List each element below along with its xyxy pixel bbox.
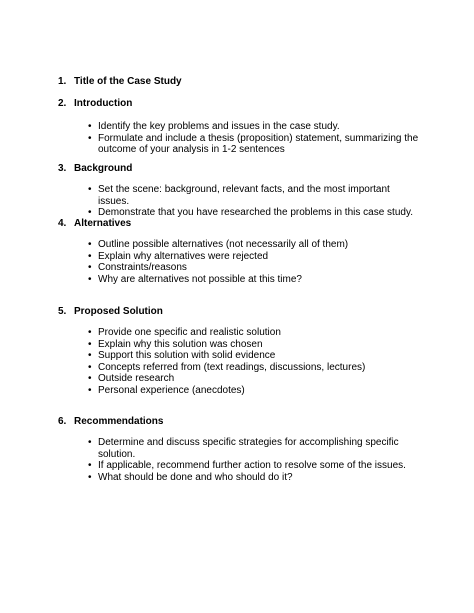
list-item-text: Determine and discuss specific strategies for accomplishing specific solution. xyxy=(98,437,399,460)
list-item-text: Set the scene: background, relevant facts, and the most important issues. xyxy=(98,184,390,207)
bullet-icon: • xyxy=(88,239,92,250)
list-item-text: If applicable, recommend further action to resolve some of the issues. xyxy=(98,460,406,471)
list-item xyxy=(88,373,420,385)
bullet-icon: • xyxy=(88,184,92,195)
list-item xyxy=(88,385,420,397)
section-title: Background xyxy=(74,163,133,174)
list-item-text: Identify the key problems and issues in the case study. xyxy=(98,121,340,132)
alternatives-list xyxy=(88,239,420,285)
background-list xyxy=(88,184,420,219)
section-number: 3. xyxy=(58,163,67,174)
section-heading-title xyxy=(58,76,182,88)
recommendations-list xyxy=(88,437,420,483)
list-item xyxy=(88,262,420,274)
bullet-icon: • xyxy=(88,273,92,285)
list-item-text: Explain why alternatives were rejected xyxy=(98,250,269,262)
list-item xyxy=(88,437,420,460)
section-number: 4. xyxy=(58,218,67,229)
bullet-icon: • xyxy=(88,471,92,483)
list-item xyxy=(88,460,420,472)
bullet-icon: • xyxy=(88,350,92,361)
bullet-icon: • xyxy=(88,327,92,338)
section-heading-proposed-solution xyxy=(58,306,163,318)
list-item xyxy=(88,274,420,286)
list-item xyxy=(88,327,420,339)
bullet-icon: • xyxy=(88,361,92,373)
list-item xyxy=(88,121,420,133)
section-number: 5. xyxy=(58,306,67,317)
list-item-text: Provide one specific and realistic solution xyxy=(98,327,281,338)
section-heading-background xyxy=(58,163,132,175)
list-item-text: Formulate and include a thesis (proposition) statement, summarizing the outcome of your analysis in 1-2 sentences xyxy=(98,132,419,155)
section-number: 6. xyxy=(58,416,67,427)
list-item xyxy=(88,251,420,263)
list-item-text: Outline possible alternatives (not necessarily all of them) xyxy=(98,239,349,250)
list-item-text: Outside research xyxy=(98,373,175,384)
list-item-text: Constraints/reasons xyxy=(98,262,187,273)
bullet-icon: • xyxy=(88,460,92,471)
list-item xyxy=(88,350,420,362)
section-heading-alternatives xyxy=(58,218,131,230)
section-number: 2. xyxy=(58,98,67,109)
list-item-text: Support this solution with solid evidence xyxy=(98,350,276,361)
list-item xyxy=(88,472,420,484)
bullet-icon: • xyxy=(88,338,92,350)
bullet-icon: • xyxy=(88,384,92,396)
list-item-text: Demonstrate that you have researched the problems in this case study. xyxy=(98,207,413,218)
section-title: Proposed Solution xyxy=(74,306,163,317)
list-item xyxy=(88,239,420,251)
bullet-icon: • xyxy=(88,373,92,384)
bullet-icon: • xyxy=(88,207,92,218)
bullet-icon: • xyxy=(88,262,92,273)
list-item xyxy=(88,207,420,219)
bullet-icon: • xyxy=(88,121,92,132)
list-item xyxy=(88,362,420,374)
bullet-icon: • xyxy=(88,132,92,144)
list-item-text: Concepts referred from (text readings, discussions, lectures) xyxy=(98,361,366,373)
section-heading-recommendations xyxy=(58,416,163,428)
section-title: Title of the Case Study xyxy=(74,76,182,87)
section-title: Alternatives xyxy=(74,218,132,229)
list-item xyxy=(88,184,420,207)
list-item-text: Personal experience (anecdotes) xyxy=(98,384,245,396)
bullet-icon: • xyxy=(88,250,92,262)
section-number: 1. xyxy=(58,76,67,87)
list-item xyxy=(88,133,420,156)
introduction-list xyxy=(88,121,420,156)
proposed-solution-list xyxy=(88,327,420,396)
list-item-text: Why are alternatives not possible at this time? xyxy=(98,273,302,285)
bullet-icon: • xyxy=(88,437,92,448)
list-item-text: What should be done and who should do it? xyxy=(98,471,293,483)
list-item xyxy=(88,339,420,351)
section-title: Introduction xyxy=(74,98,133,109)
section-heading-introduction xyxy=(58,98,132,110)
section-title: Recommendations xyxy=(74,416,164,427)
list-item-text: Explain why this solution was chosen xyxy=(98,338,263,350)
